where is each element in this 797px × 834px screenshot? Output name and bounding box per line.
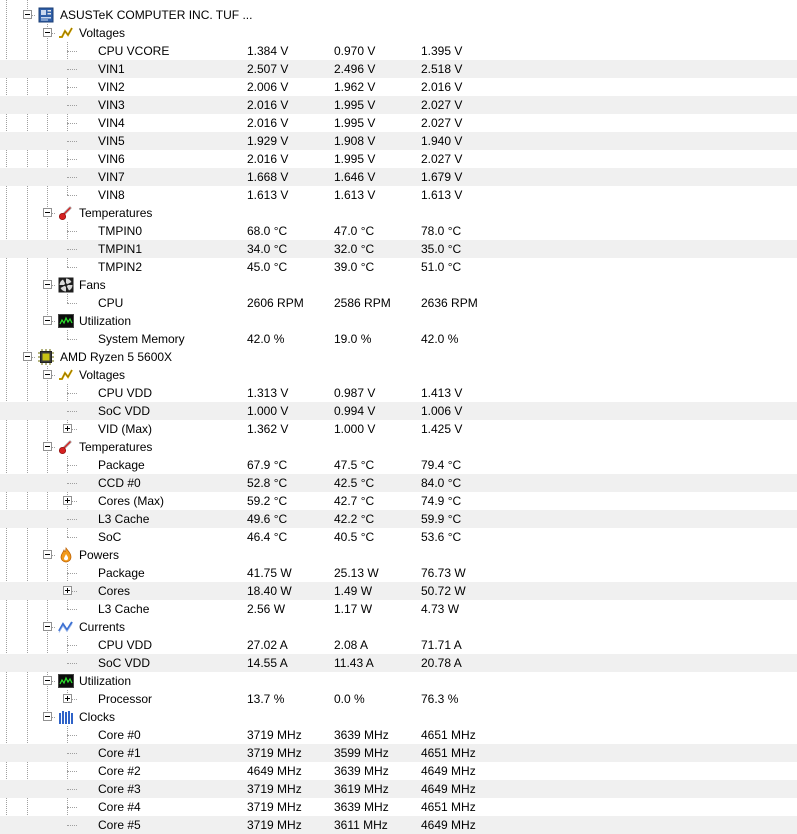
sensor-min: 2.08 A [334, 638, 369, 652]
collapse-icon[interactable] [43, 676, 52, 685]
sensor-name: VIN6 [98, 152, 125, 166]
sensor-max: 35.0 °C [421, 242, 462, 256]
node-label: Utilization [79, 674, 132, 688]
sensor-value: 3719 MHz [247, 782, 302, 796]
sensor-name: L3 Cache [98, 602, 150, 616]
sensor-max: 53.6 °C [421, 530, 462, 544]
collapse-icon[interactable] [43, 550, 52, 559]
thermometer-icon [58, 439, 74, 455]
sensor-name: CPU [98, 296, 124, 310]
sensor-max: 4649 MHz [421, 782, 476, 796]
sensor-min: 0.994 V [334, 404, 376, 418]
collapse-icon[interactable] [43, 712, 52, 721]
sensor-name: SoC VDD [98, 404, 151, 418]
motherboard-icon [38, 7, 54, 23]
sensor-row[interactable] [0, 96, 797, 114]
tree-node-group[interactable] [0, 366, 797, 384]
sensor-value: 2.56 W [247, 602, 286, 616]
sensor-name: SoC [98, 530, 122, 544]
sensor-value: 3719 MHz [247, 746, 302, 760]
sensor-max: 1.425 V [421, 422, 463, 436]
tree-branch-line [67, 123, 77, 124]
voltage-icon [58, 25, 74, 41]
sensor-row[interactable] [0, 240, 797, 258]
sensor-max: 1.679 V [421, 170, 463, 184]
sensor-row[interactable] [0, 600, 797, 618]
sensor-row[interactable] [0, 150, 797, 168]
sensor-min: 3599 MHz [334, 746, 389, 760]
sensor-max: 2.027 V [421, 98, 463, 112]
sensor-min: 1.17 W [334, 602, 373, 616]
sensor-value: 2.016 V [247, 116, 289, 130]
sensor-name: Package [98, 458, 145, 472]
node-label: AMD Ryzen 5 5600X [60, 350, 173, 364]
sensor-min: 47.0 °C [334, 224, 375, 238]
tree-node-group[interactable] [0, 708, 797, 726]
sensor-min: 42.5 °C [334, 476, 375, 490]
tree-branch-line [67, 195, 77, 196]
tree-node-group[interactable] [0, 546, 797, 564]
sensor-min: 3619 MHz [334, 782, 389, 796]
sensor-value: 2.006 V [247, 80, 289, 94]
sensor-row[interactable] [0, 690, 797, 708]
tree-branch-line [67, 105, 77, 106]
sensor-value: 3719 MHz [247, 800, 302, 814]
sensor-value: 3719 MHz [247, 818, 302, 832]
sensor-row[interactable] [0, 420, 797, 438]
sensor-name: Processor [98, 692, 153, 706]
sensor-max: 2.016 V [421, 80, 463, 94]
collapse-icon[interactable] [43, 28, 52, 37]
sensor-max: 71.71 A [421, 638, 462, 652]
tree-branch-line [67, 771, 77, 772]
node-label: Utilization [79, 314, 132, 328]
sensor-max: 76.3 % [421, 692, 459, 706]
sensor-row[interactable] [0, 222, 797, 240]
sensor-max: 84.0 °C [421, 476, 462, 490]
sensor-max: 4649 MHz [421, 818, 476, 832]
sensor-row[interactable] [0, 114, 797, 132]
sensor-name: L3 Cache [98, 512, 150, 526]
sensor-max: 59.9 °C [421, 512, 462, 526]
sensor-name: Package [98, 566, 145, 580]
sensor-row[interactable] [0, 528, 797, 546]
sensor-name: Cores (Max) [98, 494, 165, 508]
tree-node-group[interactable] [0, 204, 797, 222]
sensor-name: System Memory [98, 332, 185, 346]
sensor-max: 74.9 °C [421, 494, 462, 508]
sensor-row[interactable] [0, 510, 797, 528]
sensor-min: 19.0 % [334, 332, 372, 346]
sensor-min: 25.13 W [334, 566, 379, 580]
sensor-name: Core #0 [98, 728, 141, 742]
collapse-icon[interactable] [43, 316, 52, 325]
sensor-value: 45.0 °C [247, 260, 288, 274]
sensor-max: 2636 RPM [421, 296, 478, 310]
sensor-max: 50.72 W [421, 584, 466, 598]
sensor-min: 1.49 W [334, 584, 373, 598]
tree-branch-line [67, 807, 77, 808]
sensor-value: 3719 MHz [247, 728, 302, 742]
sensor-min: 0.987 V [334, 386, 376, 400]
sensor-row[interactable] [0, 564, 797, 582]
sensor-name: Core #5 [98, 818, 141, 832]
sensor-name: CPU VDD [98, 386, 153, 400]
flame-icon [58, 547, 74, 563]
sensor-min: 47.5 °C [334, 458, 375, 472]
tree-branch-line [67, 231, 77, 232]
collapse-icon[interactable] [43, 208, 52, 217]
sensor-value: 14.55 A [247, 656, 288, 670]
sensor-row[interactable] [0, 726, 797, 744]
sensor-value: 42.0 % [247, 332, 285, 346]
tree-branch-line [67, 609, 77, 610]
sensor-row[interactable] [0, 384, 797, 402]
sensor-name: Core #2 [98, 764, 141, 778]
sensor-max: 1.940 V [421, 134, 463, 148]
sensor-row[interactable] [0, 186, 797, 204]
sensor-row[interactable] [0, 474, 797, 492]
sensor-name: Cores [98, 584, 131, 598]
tree-branch-line [67, 393, 77, 394]
tree-branch-line [67, 69, 77, 70]
sensor-value: 2.016 V [247, 98, 289, 112]
node-label: Voltages [79, 26, 126, 40]
tree-branch-line [67, 51, 77, 52]
sensor-name: VIN3 [98, 98, 125, 112]
sensor-value: 68.0 °C [247, 224, 288, 238]
sensor-name: Core #4 [98, 800, 141, 814]
tree-branch-line [67, 267, 77, 268]
sensor-name: VIN4 [98, 116, 125, 130]
sensor-min: 3639 MHz [334, 764, 389, 778]
sensor-row[interactable] [0, 60, 797, 78]
sensor-max: 1.006 V [421, 404, 463, 418]
tree-branch-line [67, 159, 77, 160]
tree-branch-line [67, 87, 77, 88]
expand-icon[interactable] [63, 694, 72, 703]
tree-branch-line [67, 573, 77, 574]
sensor-row[interactable] [0, 798, 797, 816]
node-label: Temperatures [79, 206, 153, 220]
sensor-row[interactable] [0, 402, 797, 420]
sensor-name: VIN5 [98, 134, 125, 148]
sensor-value: 1.000 V [247, 404, 289, 418]
sensor-name: VIN2 [98, 80, 125, 94]
tree-branch-line [67, 303, 77, 304]
sensor-min: 1.995 V [334, 98, 376, 112]
sensor-max: 1.613 V [421, 188, 463, 202]
sensor-row[interactable] [0, 330, 797, 348]
tree-node-group[interactable] [0, 276, 797, 294]
sensor-value: 34.0 °C [247, 242, 288, 256]
collapse-icon[interactable] [43, 280, 52, 289]
node-label: Currents [79, 620, 126, 634]
sensor-min: 1.995 V [334, 152, 376, 166]
sensor-min: 1.995 V [334, 116, 376, 130]
node-label: Temperatures [79, 440, 153, 454]
sensor-value: 41.75 W [247, 566, 292, 580]
sensor-name: Core #3 [98, 782, 141, 796]
sensor-name: VIN1 [98, 62, 125, 76]
sensor-max: 51.0 °C [421, 260, 462, 274]
sensor-max: 1.395 V [421, 44, 463, 58]
sensor-value: 67.9 °C [247, 458, 288, 472]
current-icon [58, 619, 74, 635]
sensor-row[interactable] [0, 456, 797, 474]
sensor-name: TMPIN1 [98, 242, 143, 256]
sensor-row[interactable] [0, 654, 797, 672]
sensor-max: 78.0 °C [421, 224, 462, 238]
sensor-value: 1.668 V [247, 170, 289, 184]
sensor-name: VIN7 [98, 170, 125, 184]
expand-icon[interactable] [63, 586, 72, 595]
sensor-min: 1.962 V [334, 80, 376, 94]
tree-branch-line [67, 465, 77, 466]
sensor-min: 42.2 °C [334, 512, 375, 526]
sensor-min: 3639 MHz [334, 728, 389, 742]
expand-icon[interactable] [63, 496, 72, 505]
sensor-value: 4649 MHz [247, 764, 302, 778]
tree-branch-line [67, 537, 77, 538]
sensor-value: 18.40 W [247, 584, 292, 598]
sensor-value: 59.2 °C [247, 494, 288, 508]
sensor-min: 0.0 % [334, 692, 365, 706]
sensor-value: 1.384 V [247, 44, 289, 58]
tree-branch-line [67, 249, 77, 250]
tree-branch-line [67, 753, 77, 754]
sensor-min: 0.970 V [334, 44, 376, 58]
sensor-row[interactable] [0, 816, 797, 834]
sensor-value: 1.362 V [247, 422, 289, 436]
tree-node-group[interactable] [0, 312, 797, 330]
tree-branch-line [67, 663, 77, 664]
sensor-max: 76.73 W [421, 566, 466, 580]
sensor-max: 2.027 V [421, 152, 463, 166]
sensor-max: 4.73 W [421, 602, 460, 616]
sensor-value: 1.929 V [247, 134, 289, 148]
sensor-max: 4651 MHz [421, 728, 476, 742]
tree-node-group[interactable] [0, 618, 797, 636]
fan-icon [58, 277, 74, 293]
sensor-row[interactable] [0, 42, 797, 60]
sensor-max: 2.518 V [421, 62, 463, 76]
sensor-row[interactable] [0, 258, 797, 276]
node-label: ASUSTeK COMPUTER INC. TUF ... [60, 8, 253, 22]
tree-node-group[interactable] [0, 438, 797, 456]
sensor-min: 40.5 °C [334, 530, 375, 544]
voltage-icon [58, 367, 74, 383]
sensor-name: TMPIN2 [98, 260, 143, 274]
sensor-value: 2606 RPM [247, 296, 304, 310]
sensor-value: 2.016 V [247, 152, 289, 166]
sensor-row[interactable] [0, 168, 797, 186]
tree-branch-line [67, 339, 77, 340]
sensor-row[interactable] [0, 636, 797, 654]
sensor-name: Core #1 [98, 746, 141, 760]
sensor-min: 32.0 °C [334, 242, 375, 256]
sensor-min: 2.496 V [334, 62, 376, 76]
sensor-max: 4651 MHz [421, 746, 476, 760]
tree-node-device[interactable] [0, 348, 797, 366]
collapse-icon[interactable] [23, 352, 32, 361]
collapse-icon[interactable] [43, 370, 52, 379]
tree-node-group[interactable] [0, 24, 797, 42]
node-label: Powers [79, 548, 120, 562]
tree-branch-line [67, 789, 77, 790]
tree-branch-line [67, 735, 77, 736]
sensor-row[interactable] [0, 78, 797, 96]
sensor-min: 3611 MHz [334, 818, 388, 832]
sensor-min: 1.908 V [334, 134, 376, 148]
tree-branch-line [67, 141, 77, 142]
sensor-row[interactable] [0, 492, 797, 510]
sensor-name: CCD #0 [98, 476, 141, 490]
sensor-row[interactable] [0, 582, 797, 600]
tree-branch-line [67, 519, 77, 520]
node-label: Fans [79, 278, 106, 292]
sensor-value: 13.7 % [247, 692, 285, 706]
sensor-max: 79.4 °C [421, 458, 462, 472]
sensor-min: 1.613 V [334, 188, 376, 202]
sensor-name: SoC VDD [98, 656, 151, 670]
tree-branch-line [67, 645, 77, 646]
sensor-row[interactable] [0, 744, 797, 762]
sensor-max: 42.0 % [421, 332, 459, 346]
tree-node-group[interactable] [0, 672, 797, 690]
clock-icon [58, 709, 74, 725]
sensor-value: 46.4 °C [247, 530, 288, 544]
expand-icon[interactable] [63, 424, 72, 433]
cpu-chip-icon [38, 349, 54, 365]
sensor-value: 1.613 V [247, 188, 289, 202]
sensor-max: 2.027 V [421, 116, 463, 130]
sensor-row[interactable] [0, 780, 797, 798]
collapse-icon[interactable] [23, 10, 32, 19]
collapse-icon[interactable] [43, 442, 52, 451]
sensor-value: 52.8 °C [247, 476, 288, 490]
sensor-min: 1.000 V [334, 422, 376, 436]
thermometer-icon [58, 205, 74, 221]
collapse-icon[interactable] [43, 622, 52, 631]
sensor-value: 2.507 V [247, 62, 289, 76]
sensor-value: 27.02 A [247, 638, 288, 652]
sensor-max: 4649 MHz [421, 764, 476, 778]
tree-branch-line [67, 825, 77, 826]
sensor-row[interactable] [0, 132, 797, 150]
tree-branch-line [67, 177, 77, 178]
sensor-name: VIN8 [98, 188, 125, 202]
node-label: Clocks [79, 710, 116, 724]
sensor-min: 1.646 V [334, 170, 376, 184]
sensor-row[interactable] [0, 294, 797, 312]
tree-node-device[interactable] [0, 6, 797, 24]
sensor-min: 11.43 A [334, 656, 374, 670]
sensor-value: 49.6 °C [247, 512, 288, 526]
utilization-icon [58, 673, 74, 689]
node-label: Voltages [79, 368, 126, 382]
sensor-min: 2586 RPM [334, 296, 391, 310]
sensor-name: VID (Max) [98, 422, 152, 436]
sensor-name: CPU VDD [98, 638, 153, 652]
sensor-name: TMPIN0 [98, 224, 143, 238]
sensor-row[interactable] [0, 762, 797, 780]
tree-branch-line [67, 483, 77, 484]
sensor-max: 20.78 A [421, 656, 462, 670]
sensor-min: 39.0 °C [334, 260, 375, 274]
sensor-min: 42.7 °C [334, 494, 375, 508]
sensor-name: CPU VCORE [98, 44, 170, 58]
sensor-value: 1.313 V [247, 386, 289, 400]
tree-branch-line [67, 411, 77, 412]
sensor-max: 4651 MHz [421, 800, 476, 814]
sensor-max: 1.413 V [421, 386, 463, 400]
utilization-icon [58, 313, 74, 329]
sensor-min: 3639 MHz [334, 800, 389, 814]
